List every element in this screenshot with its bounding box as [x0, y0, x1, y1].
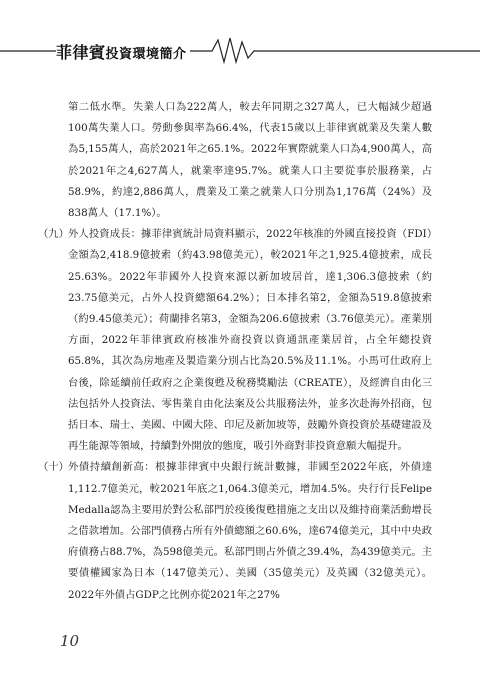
- item-10-marker: （十）: [38, 461, 69, 474]
- page-header: [0, 30, 480, 70]
- header-title: [56, 40, 187, 63]
- item-9-marker: （九）: [38, 228, 69, 241]
- header-title-sub: 投資環境簡介: [105, 47, 187, 62]
- item-10: [38, 457, 432, 605]
- page-number: 10: [60, 632, 80, 650]
- intro-paragraph: 第二低水準。失業人口為222萬人，較去年同期之327萬人，已大幅減少超過100萬失業人口。勞動參與率為66.4%，代表15歲以上菲律賓就業及失業人數為5,155萬人，高於2021年之65.1%。2022年實際就業人口為4,900萬人，高於2021年之4,627萬人，就業率達95.7%。就業人口主要從事於服務業，占58.9%，約達2,886萬人，農業及工業之就業人口分別為1,176萬（24%）及838萬人（17.1%）。: [68, 101, 432, 220]
- header-title-main: 菲律賓: [56, 43, 106, 62]
- body-text: [38, 97, 432, 606]
- item-9: [38, 224, 432, 457]
- item-9-text: 外人投資成長：據菲律賓統計局資料顯示，2022年核准的外國直接投資（FDI）金額為2,418.9億披索（約43.98億美元），較2021年之1,925.4億披索，成長25.63%。2022年菲國外人投資來源以新加坡居首，達1,306.3億披索（約23.75億美元，占外人投資總額64.2%）；日本排名第2，金額為519.8億披索（約9.45億美元）；荷蘭排名第3，金額為206.6億披索（3.76億美元）。產業別方面，2022年菲律賓政府核准外商投資以資通訊產業居首，占全年總投資65.8%，其次為房地產及製造業分別占比為20.5%及11.1%。小馬可仕政府上台後，除延續前任政府之企業復甦及稅務獎勵法（CREATE），及經濟自由化三法包括外人投資法、零售業自由化法案及公共服務法外，並多次赴海外招商，包括日本、瑞士、美國、中國大陸、印尼及新加坡等，鼓勵外資投資於基礎建設及再生能源等領域，持續對外開放的態度，吸引外商對菲投資意願大幅提升。: [68, 228, 432, 453]
- item-10-text: 外債持續創新高：根據菲律賓中央銀行統計數據，菲國至2022年底，外債達1,112.7億美元，較2021年底之1,064.3億美元，增加4.5%。央行行長Felipe Medalla認為主要用於對公私部門於疫後復甦措施之支出以及維持商業活動增長之借款增加。公部門債務占所有外債總額之60.6%，達674億美元，其中中央政府債務占88.7%，為598億美元。私部門則占外債之39.4%，為439億美元。主要債權國家為日本（147億美元）、美國（35億美元）及英國（32億美元）。2022年外債占GDP之比例亦從2021年之27%: [68, 461, 432, 601]
